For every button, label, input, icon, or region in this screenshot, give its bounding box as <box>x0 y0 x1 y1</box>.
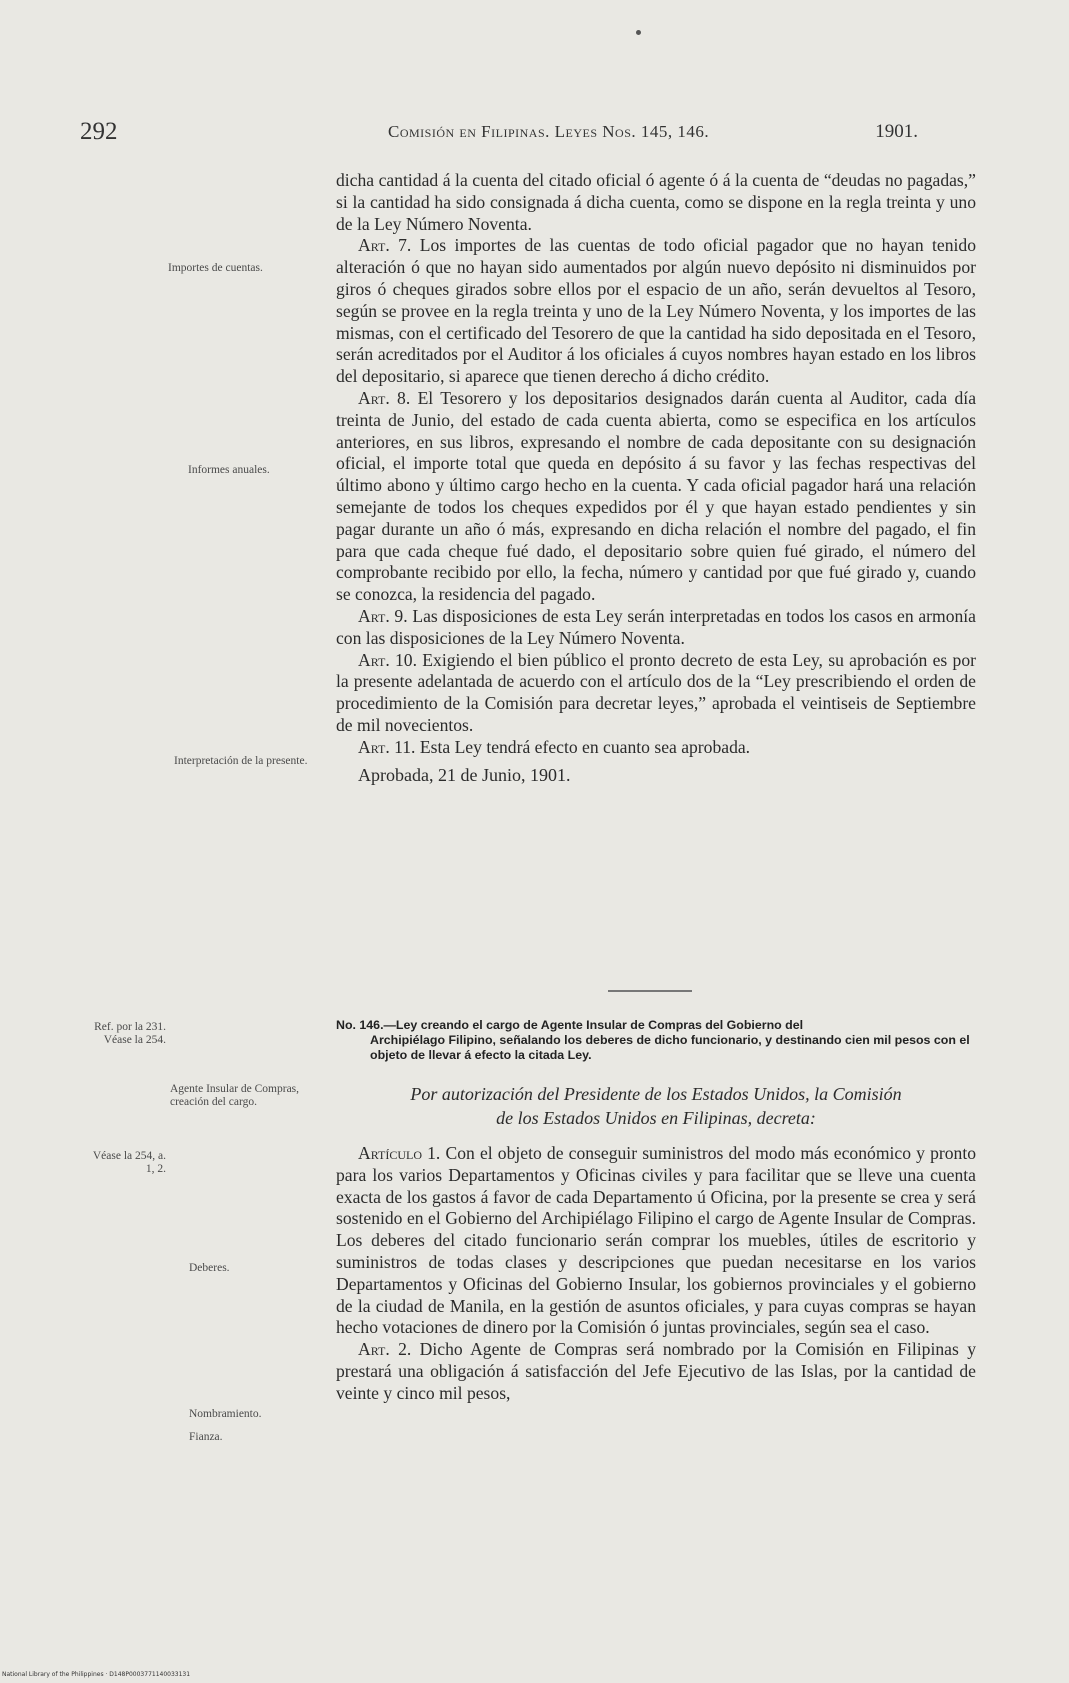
article-text: Dicho Agente de Compras será nombrado por la Comisión en Filipinas y prestará una obligación á satisfacción del Jefe Ejecutivo de las Islas, por la cantidad de veinte y cinco mil pesos, <box>336 1339 976 1403</box>
law146-title-rest: Archipiélago Filipino, señalando los deberes de dicho funcionario, y destinando cien mil pesos con el objeto de llevar á efecto la citada Ley. <box>370 1033 970 1062</box>
article-text: Exigiendo el bien público el pronto decreto de esta Ley, su aprobación es por la presente adelantada de acuerdo con el artículo dos de la “Ley prescribiendo el orden de procedimiento de la Comisión para decretar leyes,” aprobada el veintiseis de Septiembre de mil novecientos. <box>336 649 976 735</box>
page-header <box>80 118 918 148</box>
approval-date: Aprobada, 21 de Junio, 1901. <box>358 764 571 785</box>
margin-note-nombramiento: Nombramiento. <box>189 1408 262 1420</box>
ink-dot <box>636 30 641 35</box>
law146-body <box>336 1143 976 1405</box>
article-label: Art. 2. <box>358 1339 412 1360</box>
article-11 <box>336 737 976 759</box>
law146-title <box>336 1018 976 1063</box>
margin-note-informes: Informes anuales. <box>188 464 270 476</box>
article-text: El Tesorero y los depositarios designados darán cuenta al Auditor, cada día treinta de Junio, del estado de cada cuenta abierta, como se especifica en los artículos anteriores, en sus libros, expresando el nombre de cada depositante con su designación oficial, el importe total que queda en depósito á su favor y las fechas respectivas del último abono y último cargo hecho en la cuenta. Y cada oficial pagador hará una relación semejante de todos los cheques expedidos por él y que hayan estado pendientes y sin pagar durante un año ó más, expresando en dicha relación el nombre del pagado, el fin para que cada cheque fué dado, el depositario sobre quien fué girado, el número del comprobante recibido por ello, la fecha, número y cantidad por que fué girado y, cuando se conozca, la residencia del pagado. <box>336 387 977 605</box>
article-label: Art. 7. <box>358 235 412 256</box>
article-text: Las disposiciones de esta Ley serán interpretadas en todos los casos en armonía con las disposiciones de la Ley Número Noventa. <box>336 605 976 648</box>
margin-note-agente: Agente Insular de Compras, creación del cargo. <box>170 1083 300 1108</box>
margin-note-importes: Importes de cuentas. <box>168 262 263 274</box>
running-head: Comisión en Filipinas. Leyes Nos. 145, 146. <box>388 122 710 141</box>
article-label: Artículo 1. <box>358 1143 441 1163</box>
margin-note-vease: Véase la 254, a. 1, 2. <box>92 1150 166 1175</box>
enacting-line-1: Por autorización del Presidente de los Estados Unidos, la Comisión <box>410 1084 902 1104</box>
margin-note-deberes: Deberes. <box>189 1262 230 1274</box>
margin-note-fianza: Fianza. <box>189 1431 223 1443</box>
article-text: Los importes de las cuentas de todo oficial pagador que no hayan tenido alteración ó que no hayan sido aumentados por algún nuevo depósito ni disminuidos por giros ó cheques girados sobre ellos por el espacio de un año, serán devueltos al Tesoro, según se provee en la regla treinta y uno de la Ley Número Noventa, y los importes de las mismas, con el certificado del Tesorero de que la cantidad ha sido depositada en el Tesoro, serán acreditados por el Auditor á los oficiales á cuyos nombres hayan estado en los libros del depositario, si aparece que tienen derecho á dicho crédito. <box>336 235 976 387</box>
page-number: 292 <box>80 118 118 145</box>
article-7 <box>336 235 976 388</box>
margin-note-ref: Ref. por la 231. Véase la 254. <box>94 1021 166 1046</box>
law145-body <box>336 170 976 786</box>
enacting-line-2: de los Estados Unidos en Filipinas, decreta: <box>496 1108 816 1128</box>
article-text: Con el objeto de conseguir suministros del modo más económico y pronto para los varios Departamentos y Oficinas civiles y para facilitar que se lleve una cuenta exacta de los gastos á favor de cada Departamento ú Oficina, por la presente se crea y será sostenido en el Gobierno del Archipiélago Filipino el cargo de Agente Insular de Compras. Los deberes del citado funcionario serán comprar los muebles, útiles de escritorio y suministros de todas clases y descripciones que puedan necesitarse en los varios Departamentos y Oficinas del Gobierno Insular, los gobiernos provinciales y el gobierno de la ciudad de Manila, en la gestión de asuntos oficiales, y para cuyas compras se hayan hecho votaciones de dinero por la Comisión ó juntas provinciales, según sea el caso. <box>336 1143 977 1338</box>
margin-note-interpretacion: Interpretación de la presente. <box>174 755 308 767</box>
article-label: Art. 9. <box>358 605 408 626</box>
article-text: Esta Ley tendrá efecto en cuanto sea aprobada. <box>419 736 751 757</box>
law146-article-2 <box>336 1339 976 1404</box>
article-8 <box>336 388 976 606</box>
article-9 <box>336 606 976 650</box>
article-label: Art. 11. <box>358 736 416 757</box>
law146-title-first: No. 146.—Ley creando el cargo de Agente Insular de Compras del Gobierno del <box>336 1018 804 1032</box>
enacting-clause <box>336 1082 976 1130</box>
source-footer: National Library of the Philippines · D148P0003771140033131 <box>2 1671 191 1678</box>
running-year: 1901. <box>875 121 918 142</box>
law146-article-1 <box>336 1143 976 1339</box>
paragraph-continuation: dicha cantidad á la cuenta del citado oficial ó agente ó á la cuenta de “deudas no pagadas,” si la cantidad ha sido consignada á dicha cuenta, como se dispone en la regla treinta y uno de la Ley Número Noventa. <box>336 170 976 234</box>
article-label: Art. 10. <box>358 649 417 670</box>
section-divider <box>608 990 692 992</box>
article-label: Art. 8. <box>358 387 411 408</box>
article-10 <box>336 650 976 737</box>
